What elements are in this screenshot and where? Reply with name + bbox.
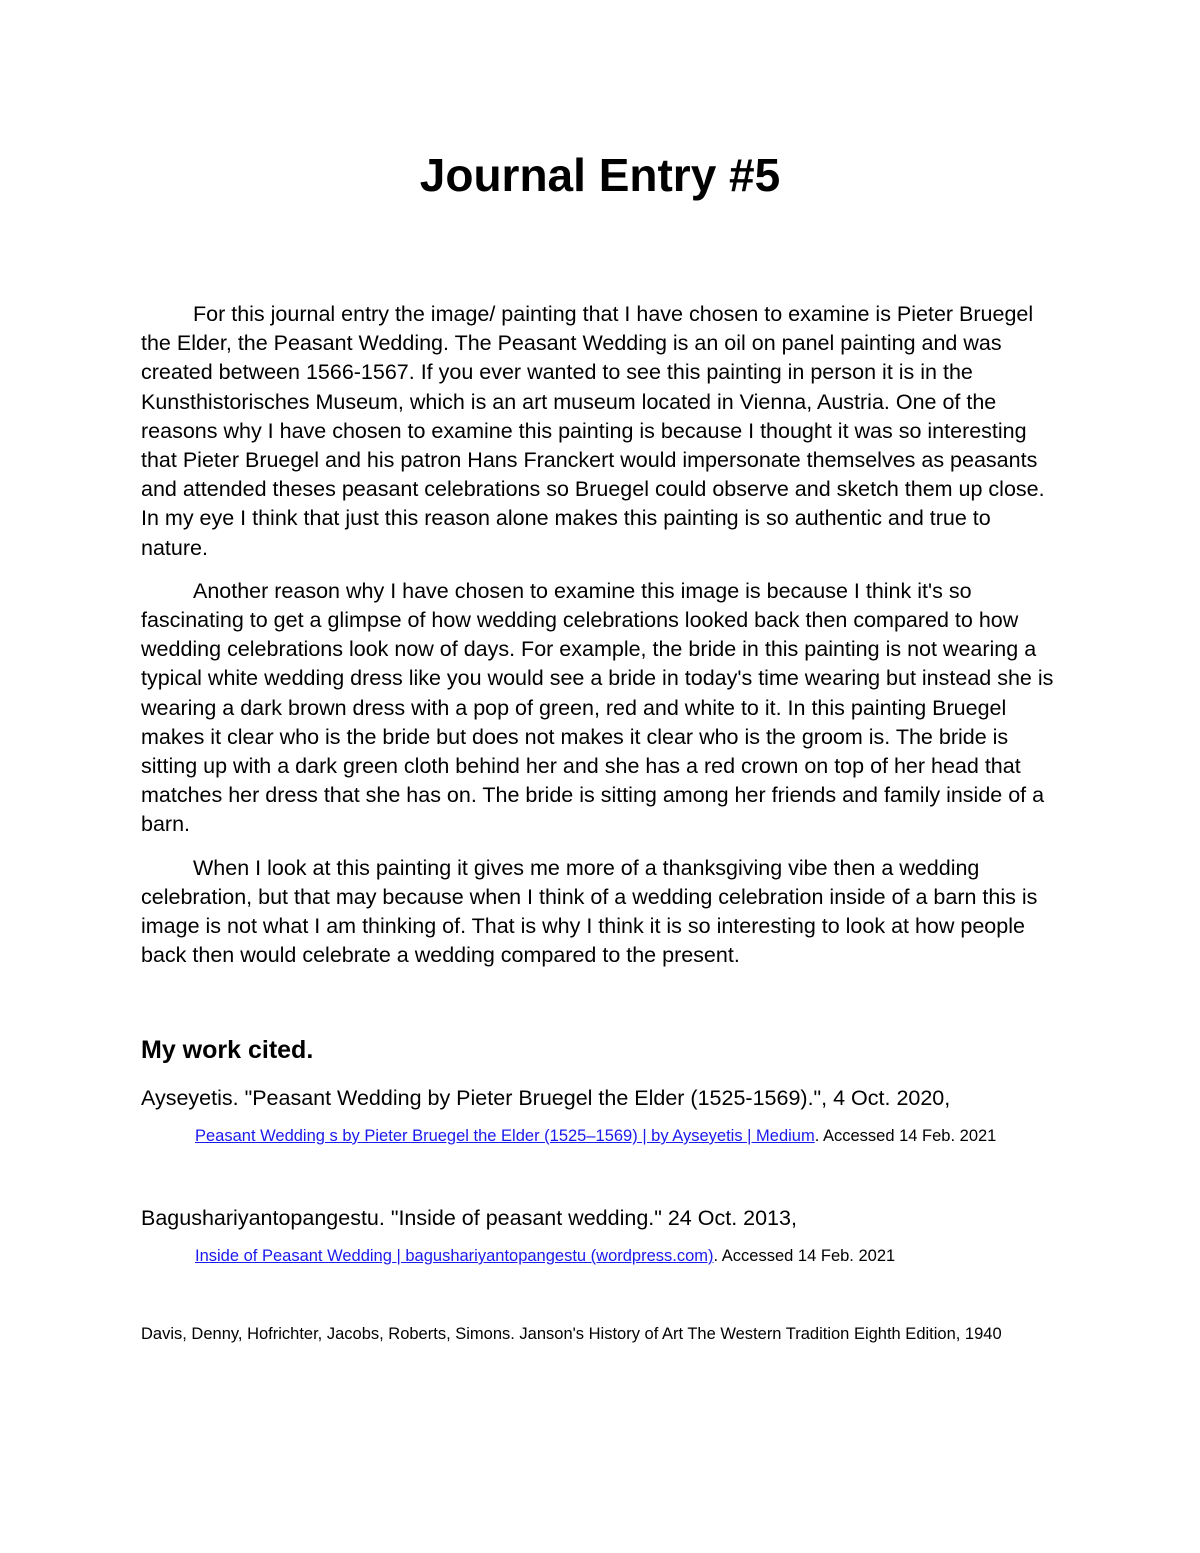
citation-2-link[interactable]: Inside of Peasant Wedding | bagushariyantopangestu (wordpress.com)	[195, 1247, 714, 1265]
citation-2-link-line	[195, 1245, 1081, 1267]
page-title: Journal Entry #5	[419, 149, 781, 201]
paragraph-2: Another reason why I have chosen to examine this image is because I think it's so fascinating to get a glimpse of how wedding celebrations looked back then compared to how wedding celebrations look now of days. For example, the bride in this painting is not wearing a typical white wedding dress like you would see a bride in today's time wearing but instead she is wearing a dark brown dress with a pop of green, red and white to it. In this painting Bruegel makes it clear who is the bride but does not makes it clear who is the groom is. The bride is sitting up with a dark green cloth behind her and she has a red crown on top of her head that matches her dress that she has on. The bride is sitting among her friends and family inside of a barn.	[141, 578, 1054, 837]
citation-2	[141, 1203, 1081, 1267]
journal-body	[141, 300, 1061, 984]
paragraph-1: For this journal entry the image/ painting that I have chosen to examine is Pieter Bruegel the Elder, the Peasant Wedding. The Peasant Wedding is an oil on panel painting and was created between 1566-1567. If you ever wanted to see this painting in person it is in the Kunsthistorisches Museum, which is an art museum located in Vienna, Austria. One of the reasons why I have chosen to examine this painting is because I thought it was so interesting that Pieter Bruegel and his patron Hans Franckert would impersonate themselves as peasants and attended theses peasant celebrations so Bruegel could observe and sketch them up close. In my eye I think that just this reason alone makes this painting is so authentic and true to nature.	[141, 302, 1045, 560]
citation-1-accessed: . Accessed 14 Feb. 2021	[814, 1127, 997, 1145]
citation-3	[141, 1323, 1081, 1345]
citation-3-text: Davis, Denny, Hofrichter, Jacobs, Roberts, Simons. Janson's History of Art The Western Tradition Eighth Edition, 1940	[141, 1325, 1002, 1343]
citation-1	[141, 1083, 1081, 1147]
citation-1-link-line	[195, 1125, 1081, 1147]
paragraph-3: When I look at this painting it gives me more of a thanksgiving vibe then a wedding celebration, but that may because when I think of a wedding celebration inside of a barn this is image is not what I am thinking of. That is why I think it is so interesting to look at how people back then would celebrate a wedding compared to the present.	[141, 855, 1038, 968]
citation-2-text: Bagushariyantopangestu. "Inside of peasant wedding." 24 Oct. 2013,	[141, 1206, 797, 1230]
works-cited-heading: My work cited.	[141, 1036, 314, 1064]
citation-2-accessed: . Accessed 14 Feb. 2021	[713, 1247, 896, 1265]
citation-1-text: Ayseyetis. "Peasant Wedding by Pieter Bruegel the Elder (1525-1569).", 4 Oct. 2020,	[141, 1086, 951, 1110]
citation-1-link[interactable]: Peasant Wedding s by Pieter Bruegel the Elder (1525–1569) | by Ayseyetis | Medium	[195, 1127, 815, 1145]
